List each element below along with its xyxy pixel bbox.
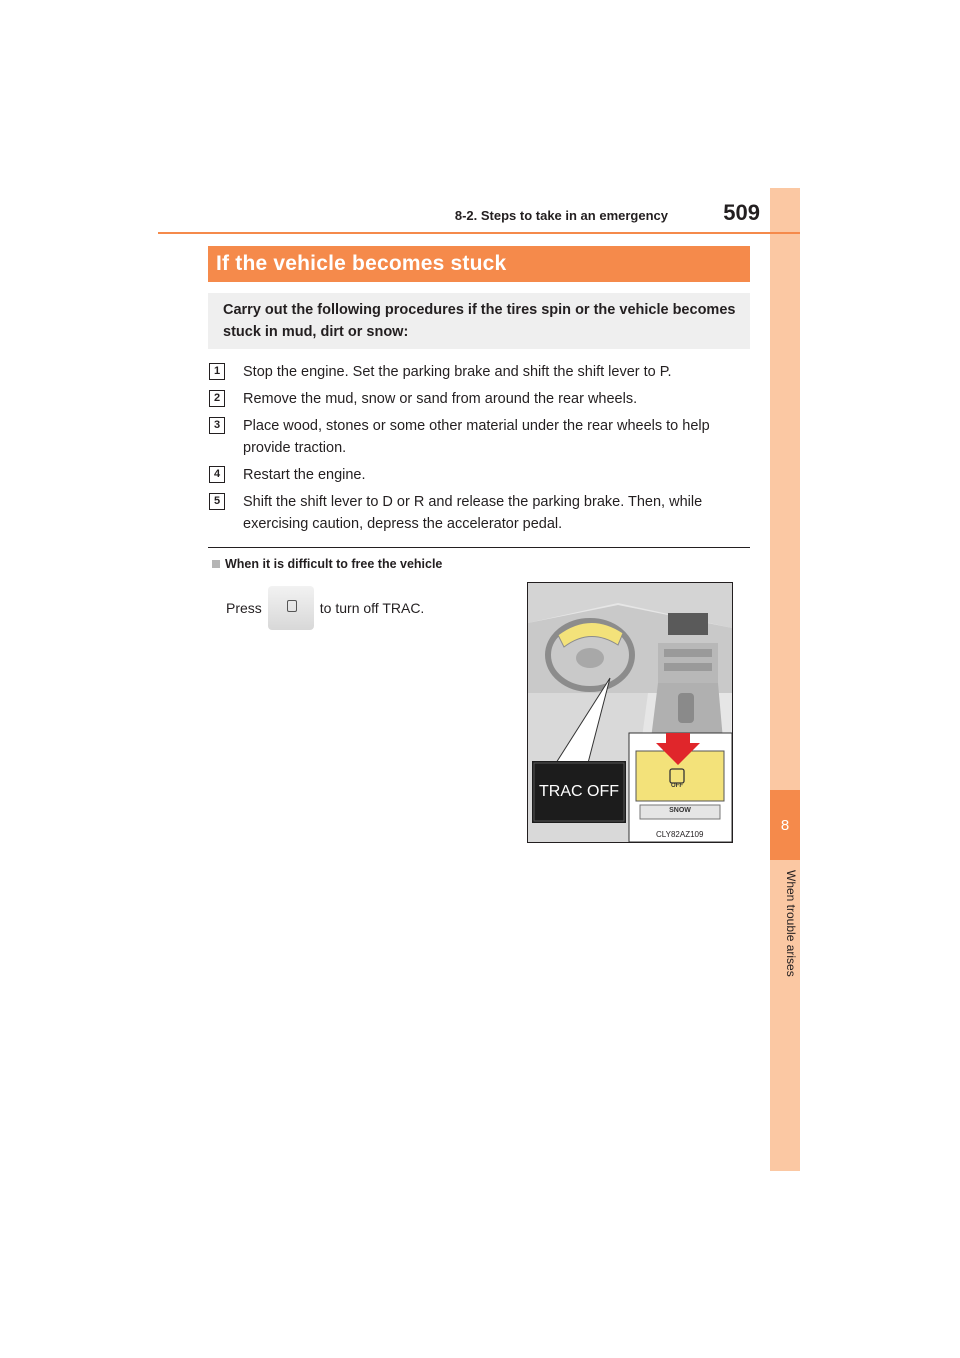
trac-off-button-icon [268,586,314,630]
step-text: Remove the mud, snow or sand from around the rear wheels. [243,391,638,407]
page-number: 509 [723,200,760,225]
step-1 [209,361,750,383]
step-text: Restart the engine. [243,467,366,483]
steps-list [209,361,750,540]
step-2 [209,388,750,410]
step-number: 1 [209,363,225,380]
section-title: If the vehicle becomes stuck [208,246,750,282]
bullet-square-icon [212,560,220,568]
figure-code: CLY82AZ109 [656,830,704,839]
chapter-label: When trouble arises [784,870,798,977]
off-label: OFF [671,783,683,789]
note-body [226,585,424,631]
note-after-text: to turn off TRAC. [319,600,425,616]
section-divider [208,547,750,548]
step-number: 3 [209,417,225,434]
note-press-text: Press [226,600,262,616]
step-5 [209,491,750,535]
chapter-number-tab: 8 [770,790,800,860]
step-text: Stop the engine. Set the parking brake and shift the shift lever to P. [243,364,672,380]
step-text: Place wood, stones or some other material under the rear wheels to help provide traction. [243,418,710,456]
snow-label: SNOW [669,807,691,814]
step-number: 2 [209,390,225,407]
step-text: Shift the shift lever to D or R and release the parking brake. Then, while exercising caution, depress the accelerator pedal. [243,494,703,532]
step-number: 5 [209,493,225,510]
dashboard-illustration [527,582,733,843]
step-number: 4 [209,466,225,483]
note-heading: When it is difficult to free the vehicle [212,557,442,571]
chapter-tab-strip [770,188,800,1171]
step-3 [209,415,750,459]
intro-box: Carry out the following procedures if the tires spin or the vehicle becomes stuck in mud, dirt or snow: [208,293,750,349]
step-4 [209,464,750,486]
header-rule [158,232,800,234]
trac-off-label: TRAC OFF [539,783,619,800]
section-header: 8-2. Steps to take in an emergency [454,208,668,223]
